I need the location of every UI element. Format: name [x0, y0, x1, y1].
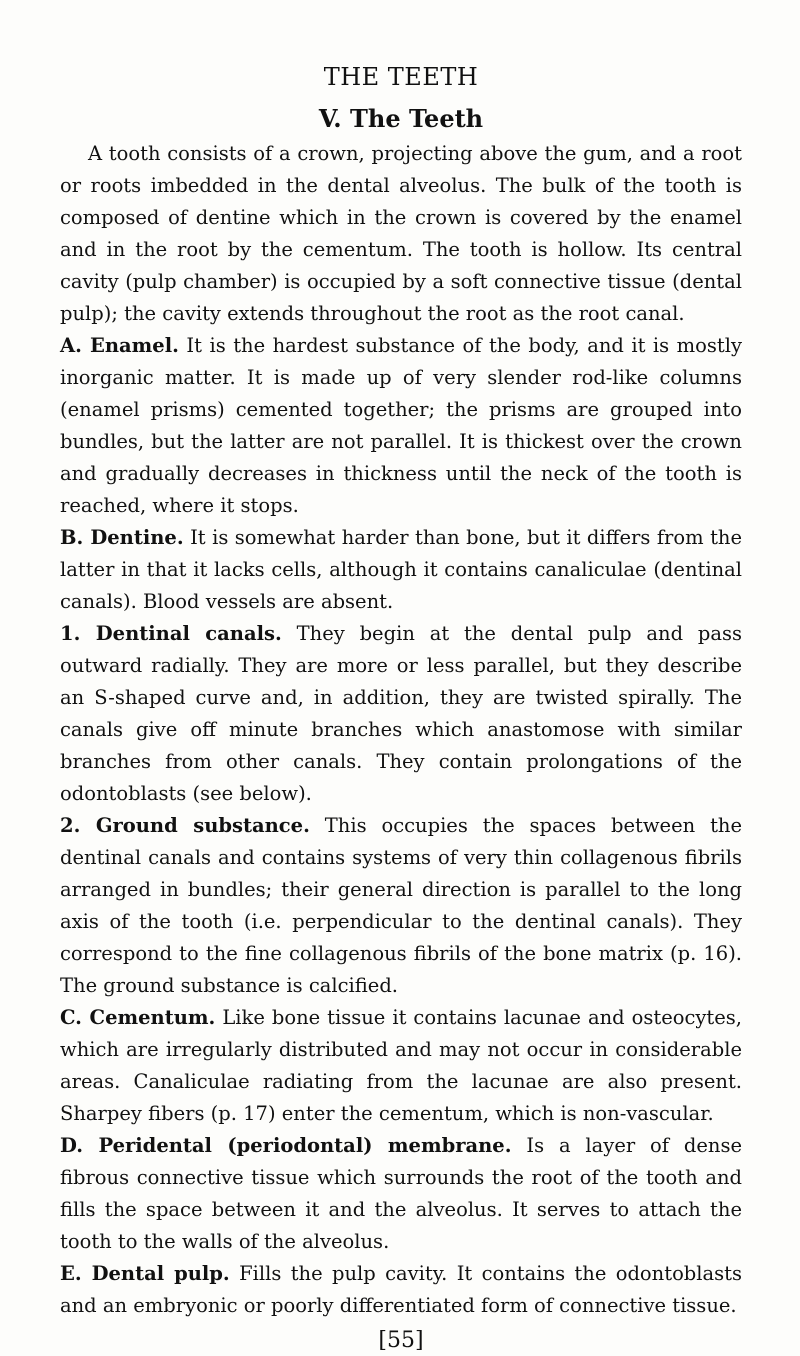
section-dentinal-canals	[60, 618, 742, 810]
section-text: This occupies the spaces between the dentinal canals and contains systems of very thin collagenous fibrils arranged in bundles; their general direction is parallel to the long axis of the tooth (i.e. perpendicular to the dentinal canals). They correspond to the fine collagenous fibrils of the bone matrix (p. 16). The ground substance is calcified.	[60, 814, 743, 997]
section-ground-substance	[60, 810, 742, 1002]
running-head: THE TEETH	[323, 63, 479, 91]
section-enamel	[60, 330, 742, 522]
section-heading: B. Dentine.	[60, 526, 184, 549]
book-page	[60, 62, 742, 1356]
section-heading: 2. Ground substance.	[60, 814, 310, 837]
section-cementum	[60, 1002, 742, 1130]
section-text: It is somewhat harder than bone, but it differs from the latter in that it lacks cells, although it contains canaliculae (dentinal canals). Blood vessels are absent.	[60, 526, 742, 613]
section-heading: D. Peridental (periodontal) membrane.	[60, 1134, 512, 1157]
section-text: They begin at the dental pulp and pass outward radially. They are more or less parallel, but they describe an S-shaped curve and, in addition, they are twisted spirally. The canals give off minute branches which anastomose with similar branches from other canals. They contain prolongations of the odontoblasts (see below).	[60, 622, 743, 805]
section-peridental-membrane	[60, 1130, 742, 1258]
section-heading: E. Dental pulp.	[60, 1262, 230, 1285]
section-text: It is the hardest substance of the body, and it is mostly inorganic matter. It is made up of very slender rod-like columns (enamel prisms) cemented together; the prisms are grouped into bundles, but the latter are not parallel. It is thickest over the crown and gradually decreases in thickness until the neck of the tooth is reached, where it stops.	[60, 334, 742, 517]
section-text: Fills the pulp cavity. It contains the odontoblasts and an embryonic or poorly differentiated form of connective tissue.	[60, 1262, 742, 1317]
section-text: Is a layer of dense fibrous connective tissue which surrounds the root of the tooth and fills the space between it and the alveolus. It serves to attach the tooth to the walls of the alveolus.	[60, 1134, 742, 1253]
intro-paragraph: A tooth consists of a crown, projecting above the gum, and a root or roots imbedded in the dental alveolus. The bulk of the tooth is composed of dentine which in the crown is covered by the enamel and in the root by the cementum. The tooth is hollow. Its central cavity (pulp chamber) is occupied by a soft connective tissue (dental pulp); the cavity extends throughout the root as the root canal.	[60, 142, 742, 325]
chapter-title: V. The Teeth	[318, 104, 484, 133]
section-dental-pulp	[60, 1258, 742, 1322]
section-text: Like bone tissue it contains lacunae and osteocytes, which are irregularly distributed and may not occur in considerable areas. Canaliculae radiating from the lacunae are also present. Sharpey fibers (p. 17) enter the cementum, which is non-vascular.	[60, 1006, 742, 1125]
section-dentine	[60, 522, 742, 618]
section-heading: C. Cementum.	[60, 1006, 216, 1029]
section-heading: A. Enamel.	[60, 334, 179, 357]
section-heading: 1. Dentinal canals.	[60, 622, 282, 645]
page-number: [55]	[378, 1328, 424, 1353]
